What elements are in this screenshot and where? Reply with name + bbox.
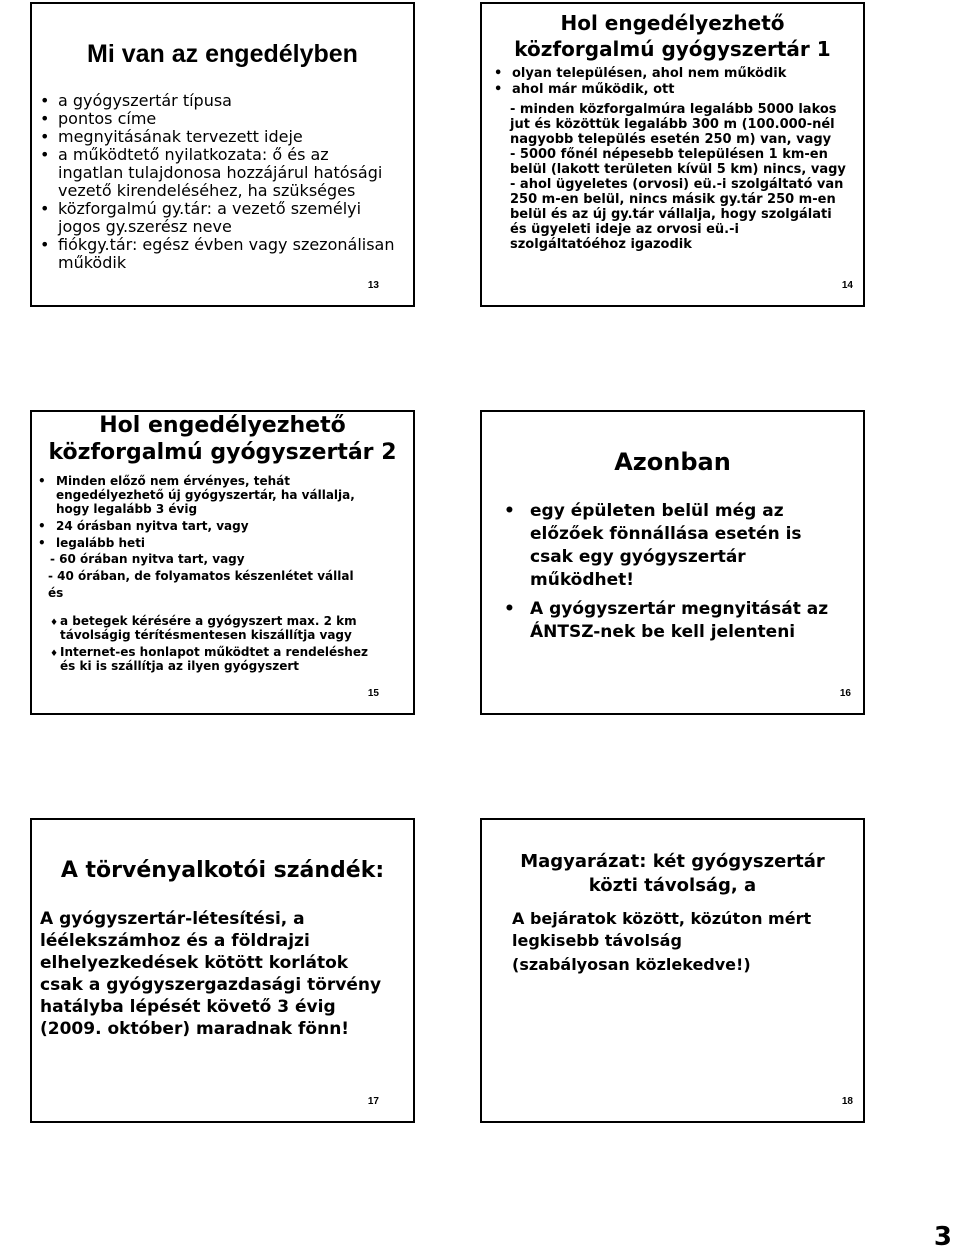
bullet-list (502, 500, 832, 644)
list-item: • legalább heti (36, 536, 376, 550)
slide-number: 13 (367, 280, 379, 291)
list-item: • ahol már működik, ott (492, 82, 852, 98)
list-item: • A gyógyszertár megnyitását az ÁNTSZ-nek be kell jelenteni (502, 598, 832, 644)
text-line: - minden közforgalmúra legalább 5000 lakos jut és közöttük legalább 300 m (100.000-nél nagyobb település esetén 250 m) van, vagy (510, 102, 837, 147)
bullet-list (36, 474, 376, 550)
list-item: • megnyitásának tervezett ideje (38, 128, 398, 146)
list-item: ♦ a betegek kérésére a gyógyszert max. 2 km távolságig térítésmentesen kiszállítja vagy (50, 614, 370, 642)
bullet-list (38, 92, 398, 272)
body-paragraph: A gyógyszertár-létesítési, a léélekszámhoz és a földrajzi elhelyezkedések kötött korlátok csak a gyógyszergazdasági törvény hatályba lépését követő 3 évig (2009. október) maradnak fönn! (40, 909, 382, 1039)
condition-lines (48, 552, 368, 600)
text-line: - ahol ügyeletes (orvosi) eü.-i szolgáltató van 250 m-en belül, nincs másik gy.tár 250 m-en belül és az új gy.tár vállalja, hogy szolgálati és ügyeleti ideje az orvosi eü.-i szolgáltatóéhoz igazodik (510, 177, 844, 252)
list-item: • pontos címe (38, 110, 398, 128)
slide-number: 15 (367, 688, 379, 699)
slide-17 (30, 818, 415, 1123)
bullet-list (492, 66, 852, 98)
sub-bullet-list (50, 614, 370, 673)
slide-title: Magyarázat: két gyógyszertár közti távolság, a (520, 851, 825, 896)
text-line: - 5000 főnél népesebb településen 1 km-en belül (lakott területen kívül 5 km) nincs, vagy (510, 147, 846, 177)
slide-number: 14 (841, 280, 853, 291)
text-line: és (48, 586, 64, 600)
text-line: A bejáratok között, közúton mért legkisebb távolság (512, 909, 812, 950)
slide-15 (30, 410, 415, 715)
list-item: • egy épületen belül még az előzőek fönnállása esetén is csak egy gyógyszertár működhet! (502, 500, 832, 592)
slide-number: 16 (839, 688, 851, 699)
slide-13 (30, 2, 415, 307)
slide-title: Hol engedélyezhető közforgalmú gyógyszertár 1 (514, 11, 831, 61)
page-number: 3 (933, 1222, 952, 1252)
slide-number: 17 (367, 1096, 379, 1107)
text-line: - 60 órában nyitva tart, vagy (50, 552, 245, 566)
list-item: • 24 órásban nyitva tart, vagy (36, 519, 376, 533)
list-item: • a működtető nyilatkozata: ő és az ingatlan tulajdonosa hozzájárul hatósági vezető kirendeléséhez, ha szükséges (38, 146, 398, 200)
text-line: (szabályosan közlekedve!) (512, 955, 751, 974)
list-item: • a gyógyszertár típusa (38, 92, 398, 110)
explanation-text (512, 908, 832, 976)
list-item: • olyan településen, ahol nem működik (492, 66, 852, 82)
slide-title: A törvényalkotói szándék: (60, 858, 385, 883)
list-item: • fiókgy.tár: egész évben vagy szezonálisan működik (38, 236, 398, 272)
slide-14 (480, 2, 865, 307)
text-line: - 40 órában, de folyamatos készenlétet vállal (48, 569, 354, 583)
slide-number: 18 (841, 1096, 853, 1107)
list-item: ♦ Internet-es honlapot működtet a rendeléshez és ki is szállítja az ilyen gyógyszert (50, 645, 370, 673)
slide-18 (480, 818, 865, 1123)
slide-title: Mi van az engedélyben (87, 40, 358, 68)
condition-lines (510, 102, 850, 252)
slide-title: Hol engedélyezhető közforgalmú gyógyszertár 2 (48, 413, 397, 465)
slide-title: Azonban (614, 448, 731, 476)
list-item: • közforgalmú gy.tár: a vezető személyi jogos gy.szerész neve (38, 200, 398, 236)
list-item: • Minden előző nem érvényes, tehát engedélyezhető új gyógyszertár, ha vállalja, hogy legalább 3 évig (36, 474, 376, 516)
slide-16 (480, 410, 865, 715)
